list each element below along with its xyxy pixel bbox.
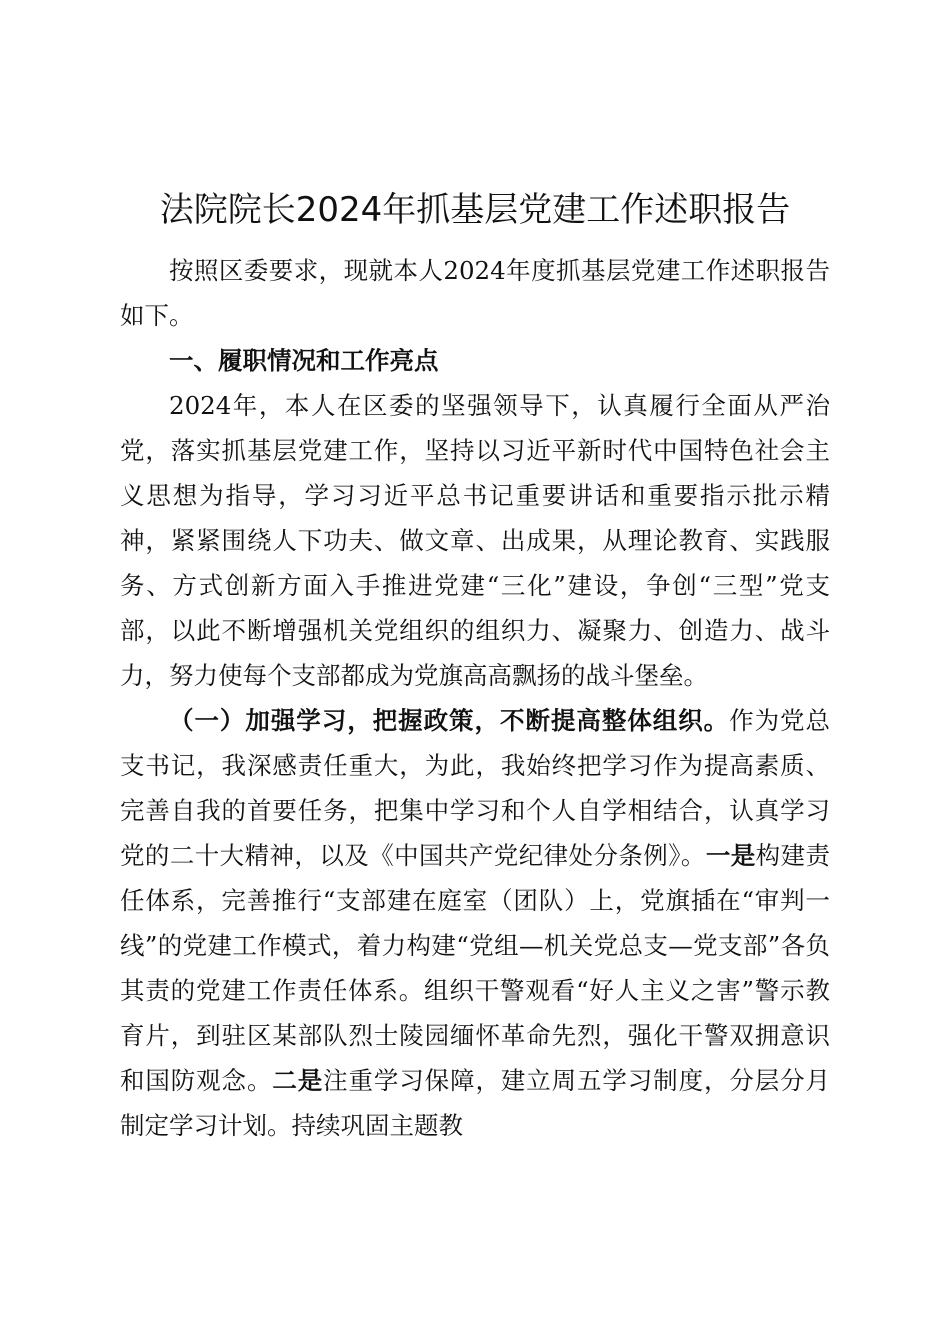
subsection-heading: （一）加强学习，把握政策，不断提高整体组织。 (169, 706, 730, 735)
document-body (120, 248, 830, 1148)
subsection-paragraph (120, 698, 830, 1148)
subsection-text-3: 注重学习保障，建立周五学习制度，分层分月制定学习计划。持续巩固主题教 (120, 1066, 831, 1140)
document-title: 法院院长2024年抓基层党建工作述职报告 (159, 190, 791, 230)
section-paragraph: 2024年，本人在区委的坚强领导下，认真履行全面从严治党，落实抓基层党建工作，坚持以习近平新时代中国特色社会主义思想为指导，学习习近平总书记重要讲话和重要指示批示精神，紧紧围绕人下功夫、做文章、出成果，从理论教育、实践服务、方式创新方面入手推进党建“三化”建设，争创“三型”党支部，以此不断增强机关党组织的组织力、凝聚力、创造力、战斗力，努力使每个支部都成为党旗高高飘扬的战斗堡垒。 (120, 391, 830, 690)
intro-paragraph: 按照区委要求，现就本人2024年度抓基层党建工作述职报告如下。 (120, 256, 830, 330)
subsection-text-1: 作为党总支书记，我深感责任重大，为此，我始终把学习作为提高素质、完善自我的首要任务，把集中学习和个人自学相结合，认真学习党的二十大精神，以及《中国共产党纪律处分条例》。 (120, 706, 831, 870)
lead-marker-2: 二是 (272, 1066, 324, 1095)
lead-marker-1: 一是 (705, 841, 756, 870)
section-heading: 一、履职情况和工作亮点 (169, 346, 439, 375)
subsection-text-2: 构建责任体系，完善推行“支部建在庭室（团队）上，党旗插在“审判一线”的党建工作模式，着力构建“党组—机关党总支—党支部”各负其责的党建工作责任体系。组织干警观看“好人主义之害”警示教育片，到驻区某部队烈士陵园缅怀革命先烈，强化干警双拥意识和国防观念。 (120, 841, 831, 1095)
